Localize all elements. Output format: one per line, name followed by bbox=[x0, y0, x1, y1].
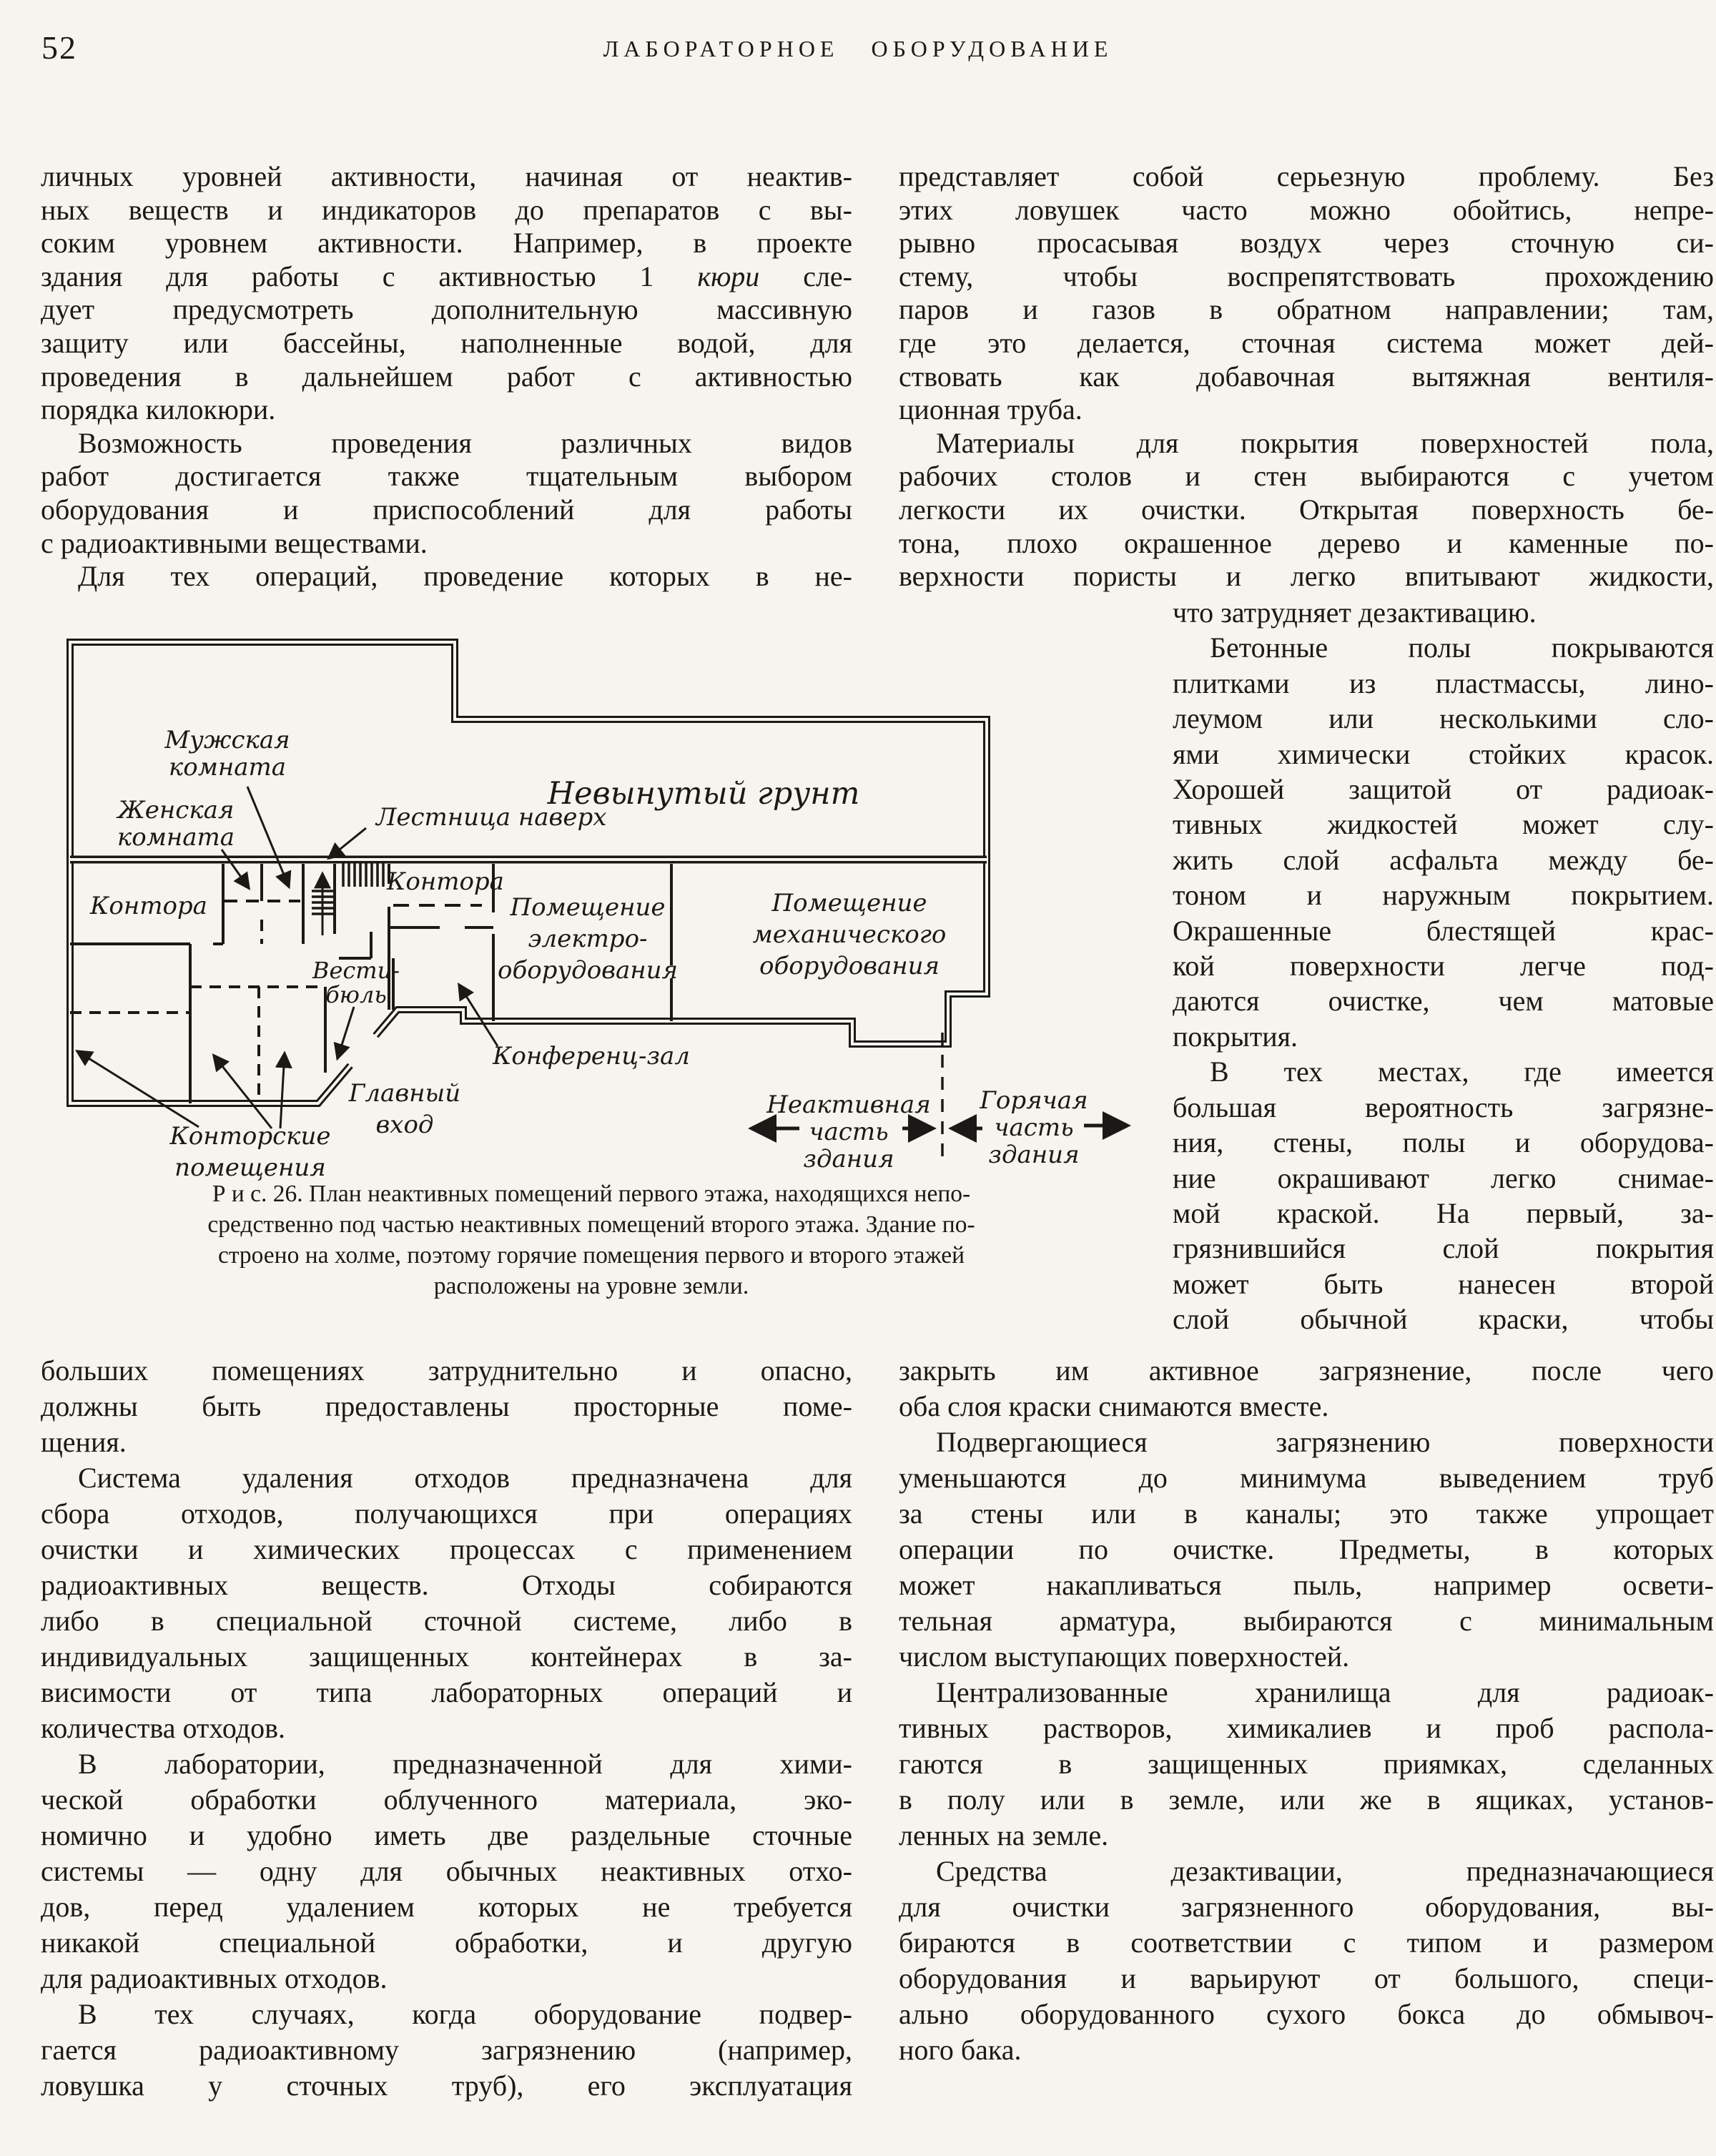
text-line: верхности пористы и легко впитывают жидкости, bbox=[899, 560, 1714, 593]
text-line: большая вероятность загрязне- bbox=[1173, 1091, 1714, 1123]
running-header: ЛАБОРАТОРНОЕ ОБОРУДОВАНИЕ bbox=[603, 36, 1113, 61]
text-line: где это делается, сточная система может дей- bbox=[899, 326, 1714, 359]
text-line: работ достигается также тщательным выбором bbox=[41, 460, 852, 493]
text-line: оборудования и варьируют от большого, специ- bbox=[899, 1962, 1714, 1994]
text-line: этих ловушек часто можно обойтись, непре- bbox=[899, 193, 1714, 226]
stairs-arrow bbox=[329, 828, 366, 858]
stairs-icon bbox=[312, 862, 383, 935]
label-inactive-part: Неактивная bbox=[766, 1091, 931, 1119]
text-line: защиту или бассейны, наполненные водой, для bbox=[41, 326, 852, 359]
text-line: висимости от типа лабораторных операций и bbox=[41, 1676, 852, 1708]
text-line: ных веществ и индикаторов до препаратов с вы- bbox=[41, 193, 852, 226]
text-line: ние окрашивают легко снимае- bbox=[1173, 1161, 1714, 1194]
text-line: даются очистке, чем матовые bbox=[1173, 985, 1714, 1018]
text-line: рывно просасывая воздух через сточную си- bbox=[899, 227, 1714, 260]
text-line: числом выступающих поверхностей. bbox=[899, 1640, 1350, 1673]
text-line: дов, перед удалением которых не требуется bbox=[41, 1891, 852, 1923]
text-segment: сле- bbox=[759, 260, 852, 292]
left-column-top bbox=[41, 160, 852, 594]
text-line: стему, чтобы воспрепятствовать прохождению bbox=[899, 260, 1714, 292]
label-main-entrance: вход bbox=[375, 1111, 434, 1139]
text-line: тоном и наружным покрытием. bbox=[1173, 879, 1714, 912]
vestibule-arrow bbox=[337, 1007, 354, 1058]
label-inactive-part: здания bbox=[803, 1145, 894, 1173]
text-line: тивных растворов, химикалиев и проб распола- bbox=[899, 1712, 1714, 1744]
text-line: должны быть предоставлены просторные поме- bbox=[41, 1390, 852, 1422]
main-entrance-opening bbox=[350, 1035, 375, 1065]
text-line: очистки и химических процессах с применением bbox=[41, 1533, 852, 1565]
text-line: кой поверхности легче под- bbox=[1173, 950, 1714, 983]
text-line: операции по очистке. Предметы, в которых bbox=[899, 1533, 1714, 1565]
text-line: оба слоя краски снимаются вместе. bbox=[899, 1390, 1329, 1422]
text-line: Бетонные полы покрываются bbox=[1210, 631, 1714, 664]
text-line: Хорошей защитой от радиоак- bbox=[1173, 773, 1714, 806]
text-line: легкости их очистки. Открытая поверхность бе- bbox=[899, 493, 1714, 526]
text-line: радиоактивных веществ. Отходы собираются bbox=[41, 1569, 852, 1601]
text-line: мой краской. На первый, за- bbox=[1173, 1196, 1714, 1229]
label-conference-hall: Конференц-зал bbox=[493, 1042, 690, 1070]
label-vestibule: Вести- bbox=[312, 957, 400, 984]
label-mechanical-room: механического bbox=[752, 920, 947, 949]
text-line: номично и удобно иметь две раздельные сточные bbox=[41, 1819, 852, 1851]
offices-arrow-3 bbox=[280, 1053, 285, 1128]
label-office-rooms: Конторские bbox=[169, 1122, 331, 1151]
text-line: представляет собой серьезную проблему. Без bbox=[899, 160, 1714, 192]
text-line: слой обычной краски, чтобы bbox=[1173, 1303, 1714, 1336]
figure-caption bbox=[63, 1178, 1120, 1301]
text-line bbox=[41, 260, 852, 294]
text-line: что затрудняет дезактивацию. bbox=[1173, 596, 1537, 629]
text-line: может быть нанесен второй bbox=[1173, 1267, 1714, 1300]
text-line: бираются в соответствии с типом и размером bbox=[899, 1926, 1714, 1959]
floor-plan-figure bbox=[50, 635, 1144, 1186]
label-hot-part: часть bbox=[994, 1113, 1074, 1142]
text-line: В тех местах, где имеется bbox=[1210, 1055, 1714, 1088]
label-main-entrance: Главный bbox=[348, 1079, 461, 1108]
text-line: индивидуальных защищенных контейнерах в за- bbox=[41, 1640, 852, 1673]
text-line: для очистки загрязненного оборудования, вы- bbox=[899, 1891, 1714, 1923]
label-stairs-up: Лестница наверх bbox=[376, 803, 607, 832]
text-line: Окрашенные блестящей крас- bbox=[1173, 914, 1714, 947]
text-line: ловушка у сточных труб), его эксплуатация bbox=[41, 2069, 852, 2102]
text-line: ния, стены, полы и оборудова- bbox=[1173, 1126, 1714, 1159]
text-line: ленных на земле. bbox=[899, 1819, 1109, 1851]
text-line: личных уровней активности, начиная от неактив- bbox=[41, 160, 852, 192]
label-electrical-room: Помещение bbox=[510, 893, 666, 922]
text-line: сбора отходов, получающихся при операциях bbox=[41, 1497, 852, 1530]
text-line: количества отходов. bbox=[41, 1712, 285, 1744]
emphasized-text: кюри bbox=[697, 260, 760, 292]
text-line: плитками из пластмассы, лино- bbox=[1173, 666, 1714, 699]
text-line: уменьшаются до минимума выведением труб bbox=[899, 1462, 1714, 1494]
text-line: порядка килокюри. bbox=[41, 393, 276, 426]
label-hot-part: здания bbox=[988, 1141, 1080, 1169]
label-mechanical-room: оборудования bbox=[759, 952, 940, 980]
label-electrical-room: электро- bbox=[528, 925, 648, 953]
right-column-narrow bbox=[1173, 595, 1714, 1337]
text-line: Возможность проведения различных видов bbox=[78, 426, 852, 459]
text-line: тона, плохо окрашенное дерево и каменные по- bbox=[899, 526, 1714, 559]
label-mens-room: комната bbox=[168, 753, 287, 782]
text-line: Система удаления отходов предназначена для bbox=[78, 1462, 852, 1494]
text-line: жить слой асфальта между бе- bbox=[1173, 843, 1714, 876]
text-line: ально оборудованного сухого бокса до обмывоч- bbox=[899, 1998, 1714, 2030]
caption-line: строено на холме, поэтому горячие помещения первого и второго этажей bbox=[217, 1242, 965, 1269]
text-line: закрыть им активное загрязнение, после чего bbox=[899, 1354, 1714, 1387]
label-womens-room: Женская bbox=[117, 796, 235, 825]
left-column-bottom bbox=[41, 1353, 852, 2104]
text-line: рабочих столов и стен выбираются с учетом bbox=[899, 460, 1714, 493]
text-line: дует предусмотреть дополнительную массивную bbox=[41, 293, 852, 326]
text-line: леумом или несколькими сло- bbox=[1173, 702, 1714, 735]
caption-line: расположены на уровне земли. bbox=[433, 1273, 749, 1299]
text-line: тивных жидкостей может слу- bbox=[1173, 808, 1714, 841]
text-line: гаются в защищенных приямках, сделанных bbox=[899, 1748, 1714, 1780]
text-line: грязнившийся слой покрытия bbox=[1173, 1232, 1714, 1265]
text-line: ционная труба. bbox=[899, 393, 1083, 426]
text-line: соким уровнем активности. Например, в проекте bbox=[41, 227, 852, 260]
text-line: В тех случаях, когда оборудование подвер- bbox=[78, 1998, 852, 2030]
caption-line: Р и с. 26. План неактивных помещений первого этажа, находящихся непо- bbox=[212, 1181, 971, 1207]
offices-arrow-1 bbox=[77, 1051, 199, 1127]
label-womens-room: комната bbox=[117, 823, 235, 852]
label-office-left: Контора bbox=[90, 892, 207, 920]
label-mens-room: Мужская bbox=[164, 726, 290, 754]
text-line: тельная арматура, выбираются с минимальным bbox=[899, 1605, 1714, 1637]
text-line: оборудования и приспособлений для работы bbox=[41, 493, 852, 526]
text-line: гается радиоактивному загрязнению (например, bbox=[41, 2034, 852, 2066]
text-line: В лаборатории, предназначенной для хими- bbox=[78, 1748, 852, 1780]
text-line: щения. bbox=[41, 1426, 127, 1458]
label-inactive-part: часть bbox=[809, 1118, 889, 1146]
mens-room-arrow bbox=[247, 787, 289, 887]
womens-room-arrow bbox=[222, 850, 249, 888]
label-office-middle: Контора bbox=[387, 867, 504, 896]
label-unexcavated-ground: Невынутый грунт bbox=[547, 776, 860, 812]
text-segment: здания для работы с активностью 1 bbox=[41, 260, 698, 292]
label-hot-part: Горячая bbox=[980, 1086, 1088, 1115]
text-line: ями химически стойких красок. bbox=[1173, 737, 1714, 770]
text-line: с радиоактивными веществами. bbox=[41, 526, 428, 559]
page-number: 52 bbox=[41, 29, 77, 66]
text-line: Для тех операций, проведение которых в не- bbox=[78, 560, 852, 593]
text-line: ствовать как добавочная вытяжная вентиля- bbox=[899, 360, 1714, 393]
text-line: для радиоактивных отходов. bbox=[41, 1962, 388, 1994]
text-line: ческой обработки облученного материала, эко- bbox=[41, 1783, 852, 1816]
text-line: проведения в дальнейшем работ с активностью bbox=[41, 360, 852, 393]
right-column-bottom bbox=[899, 1353, 1714, 2068]
text-line: Централизованные хранилища для радиоак- bbox=[936, 1676, 1714, 1708]
caption-line: средственно под частью неактивных помещений второго этажа. Здание по- bbox=[207, 1211, 975, 1238]
text-line: либо в специальной сточной системе, либо в bbox=[41, 1605, 852, 1637]
right-column-top bbox=[899, 160, 1714, 594]
text-line: за стены или в каналы; это также упрощает bbox=[899, 1497, 1714, 1530]
text-line: может накапливаться пыль, например освети- bbox=[899, 1569, 1714, 1601]
text-line: больших помещениях затруднительно и опасно, bbox=[41, 1354, 852, 1387]
text-line: системы — одну для обычных неактивных отхо- bbox=[41, 1855, 852, 1887]
text-line: никакой специальной обработки, и другую bbox=[41, 1926, 852, 1959]
text-line: в полу или в земле, или же в ящиках, установ- bbox=[899, 1783, 1714, 1816]
building-outline bbox=[70, 642, 987, 1103]
text-line: ного бака. bbox=[899, 2034, 1022, 2066]
text-line: Средства дезактивации, предназначающиеся bbox=[936, 1855, 1714, 1887]
text-line: покрытия. bbox=[1173, 1020, 1298, 1053]
label-electrical-room: оборудования bbox=[497, 956, 679, 985]
label-mechanical-room: Помещение bbox=[771, 889, 927, 917]
text-line: Подвергающиеся загрязнению поверхности bbox=[936, 1426, 1714, 1458]
offices-arrow-2 bbox=[214, 1055, 272, 1128]
label-office-rooms: помещения bbox=[174, 1153, 326, 1182]
label-vestibule: бюль bbox=[325, 981, 387, 1008]
text-line: паров и газов в обратном направлении; там, bbox=[899, 293, 1714, 326]
text-line: Материалы для покрытия поверхностей пола, bbox=[936, 426, 1714, 459]
